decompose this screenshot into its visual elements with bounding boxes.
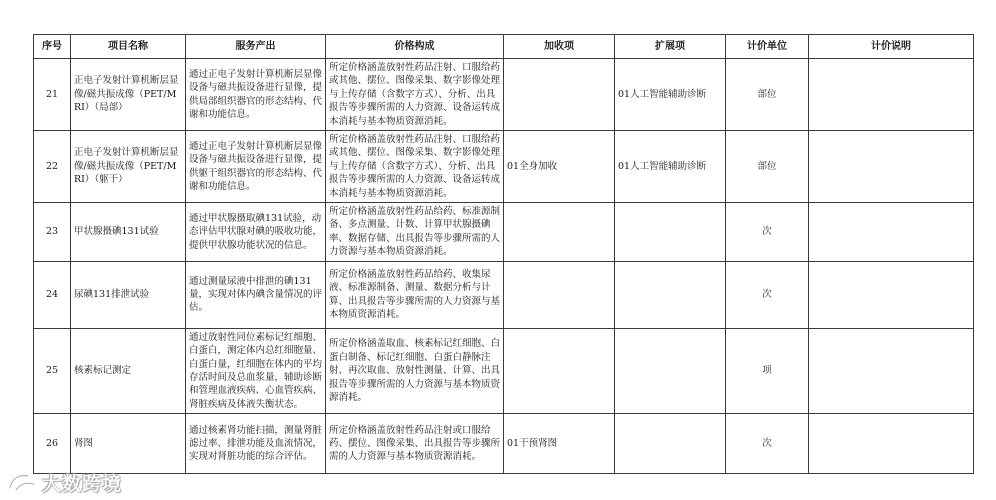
cell-price: 所定价格涵盖取血、核素标记红细胞、白蛋白制备、标记红细胞、白蛋白静脉注射、再次取血、放射性测量、计算、出具报告等步骤所需的人力资源与基本物质资源消耗。 <box>326 328 504 413</box>
watermark-logo-icon <box>6 470 38 494</box>
cell-service: 通过甲状腺摄取碘131试验，动态评估甲状腺对碘的吸收功能，提供甲状腺功能状况的信息。 <box>186 203 326 262</box>
table-row <box>34 261 974 328</box>
table-row <box>34 328 974 413</box>
cell-service: 通过测量尿液中排泄的碘131量，实现对体内碘含量情况的评估。 <box>186 261 326 328</box>
cell-no: 25 <box>34 328 71 413</box>
cell-extension: 01人工智能辅助诊断 <box>615 131 726 203</box>
cell-no: 24 <box>34 261 71 328</box>
header-surcharge: 加收项 <box>504 35 615 59</box>
cell-price: 所定价格涵盖放射性药品注射、口服给药或其他、摆位、图像采集、数字影像处理与上传存储（含数字方式）、分析、出具报告等步骤所需的人力资源、设备运转成本消耗与基本物质资源消耗。 <box>326 131 504 203</box>
cell-unit: 次 <box>726 261 809 328</box>
header-service: 服务产出 <box>186 35 326 59</box>
table-row <box>34 131 974 203</box>
cell-name: 正电子发射计算机断层显像/磁共振成像（PET/MRI）（局部） <box>71 59 186 131</box>
cell-service: 通过正电子发射计算机断层显像设备与磁共振设备进行显像，提供躯干组织器官的形态结构、代谢和功能信息。 <box>186 131 326 203</box>
table-row <box>34 59 974 131</box>
cell-surcharge <box>504 59 615 131</box>
header-note: 计价说明 <box>809 35 974 59</box>
cell-name: 尿碘131排泄试验 <box>71 261 186 328</box>
watermark <box>6 468 146 496</box>
cell-extension <box>615 203 726 262</box>
header-no: 序号 <box>34 35 71 59</box>
cell-note <box>809 261 974 328</box>
cell-service: 通过核素肾功能扫描，测量肾脏滤过率、排泄功能及血流情况，实现对肾脏功能的综合评估。 <box>186 414 326 474</box>
cell-surcharge: 01全身加收 <box>504 131 615 203</box>
cell-unit: 项 <box>726 328 809 413</box>
header-price: 价格构成 <box>326 35 504 59</box>
cell-name: 正电子发射计算机断层显像/磁共振成像（PET/MRI）（躯干） <box>71 131 186 203</box>
cell-no: 22 <box>34 131 71 203</box>
cell-note <box>809 328 974 413</box>
cell-name: 肾图 <box>71 414 186 474</box>
cell-surcharge <box>504 203 615 262</box>
cell-note <box>809 131 974 203</box>
cell-price: 所定价格涵盖放射性药品给药、收集尿液、标准源制备、测量、数据分析与计算、出具报告等步骤所需的人力资源与基本物质资源消耗。 <box>326 261 504 328</box>
cell-surcharge <box>504 261 615 328</box>
cell-surcharge: 01干预肾图 <box>504 414 615 474</box>
cell-extension <box>615 261 726 328</box>
cell-service: 通过正电子发射计算机断层显像设备与磁共振设备进行显像，提供局部组织器官的形态结构、代谢和功能信息。 <box>186 59 326 131</box>
cell-extension <box>615 328 726 413</box>
cell-note <box>809 59 974 131</box>
cell-no: 21 <box>34 59 71 131</box>
cell-price: 所定价格涵盖放射性药品注射、口服给药或其他、摆位、图像采集、数字影像处理与上传存储（含数字方式）、分析、出具报告等步骤所需的人力资源、设备运转成本消耗与基本物质资源消耗。 <box>326 59 504 131</box>
cell-price: 所定价格涵盖放射性药品注射或口服给药、摆位、图像采集、出具报告等步骤所需的人力资源与基本物质资源消耗。 <box>326 414 504 474</box>
cell-price: 所定价格涵盖放射性药品给药、标准源制备、多点测量、计数、计算甲状腺摄碘率、数据存储、出具报告等步骤所需的人力资源与基本物质资源消耗。 <box>326 203 504 262</box>
cell-unit: 部位 <box>726 131 809 203</box>
cell-unit: 次 <box>726 414 809 474</box>
cell-extension <box>615 414 726 474</box>
cell-name: 核素标记测定 <box>71 328 186 413</box>
cell-no: 26 <box>34 414 71 474</box>
table-row <box>34 414 974 474</box>
cell-extension: 01人工智能辅助诊断 <box>615 59 726 131</box>
cell-name: 甲状腺摄碘131试验 <box>71 203 186 262</box>
cell-note <box>809 203 974 262</box>
table-row <box>34 203 974 262</box>
fee-table <box>33 34 974 474</box>
cell-no: 23 <box>34 203 71 262</box>
watermark-text: 大数跨境 <box>42 472 123 495</box>
header-extension: 扩展项 <box>615 35 726 59</box>
cell-note <box>809 414 974 474</box>
cell-unit: 次 <box>726 203 809 262</box>
cell-service: 通过放射性同位素标记红细胞、白蛋白，测定体内总红细胞量、白蛋白量，红细胞在体内的平均存活时间及总血浆量，辅助诊断和管理血液疾病、心血管疾病、肾脏疾病及体液失衡状态。 <box>186 328 326 413</box>
table-header-row <box>34 35 974 59</box>
cell-surcharge <box>504 328 615 413</box>
cell-unit: 部位 <box>726 59 809 131</box>
header-name: 项目名称 <box>71 35 186 59</box>
header-unit: 计价单位 <box>726 35 809 59</box>
